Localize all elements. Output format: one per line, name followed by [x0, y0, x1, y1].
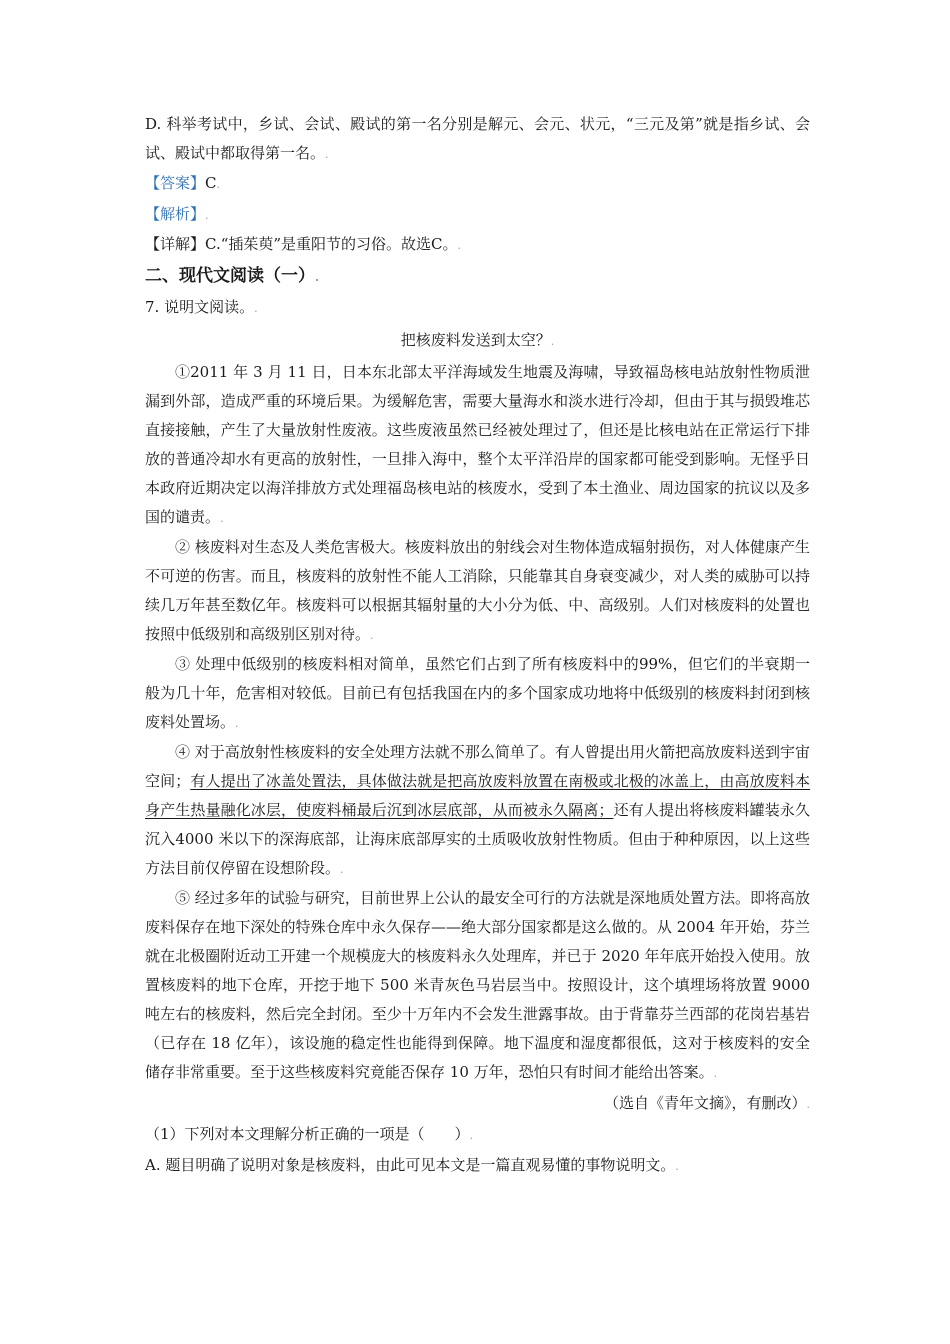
article-source-text: （选自《青年文摘》，有删改）: [603, 1094, 807, 1112]
question-intro-text: 7. 说明文阅读。: [145, 297, 255, 316]
sub-question-stem-text: （1）下列对本文理解分析正确的一项是（ ）: [145, 1125, 470, 1143]
paragraph-mark: .: [675, 1159, 679, 1173]
sub-question-option-a: [145, 1151, 810, 1182]
paragraph-2-text: ② 核废料对生态及人类危害极大。核废料放出的射线会对生物体造成辐射损伤，对人体健康产生不可逆的伤害。而且，核废料的放射性不能人工消除，只能靠其自身衰变减少，对人类的威胁可以持续几万年甚至数亿年。核废料可以根据其辐射量的大小分为低、中、高级别。人们对核废料的处置也按照中低级别和高级别区别对待。: [145, 538, 810, 643]
paragraph-mark: .: [220, 512, 224, 525]
sub-question-stem: [145, 1120, 810, 1151]
paragraph-mark: .: [457, 239, 462, 252]
paragraph-3-text: ③ 处理中低级别的核废料相对简单，虽然它们占到了所有核废料中的99%，但它们的半衰期一般为几十年，危害相对较低。目前已有包括我国在内的多个国家成功地将中低级别的核废料封闭到核废料处置场。: [145, 655, 810, 731]
article-paragraph-5: [145, 884, 810, 1088]
article-title-text: 把核废料发送到太空？: [400, 331, 551, 349]
detail-text: 【详解】C.“插茱萸”是重阳节的习俗。故选C。: [145, 235, 458, 253]
paragraph-mark: .: [713, 1067, 718, 1080]
analysis-label: 【解析】: [145, 204, 206, 223]
paragraph-mark: .: [550, 335, 555, 348]
article-paragraph-4: [145, 738, 810, 884]
paragraph-mark: .: [340, 863, 344, 876]
paragraph-mark: .: [469, 1129, 474, 1142]
option-a-text: A. 题目明确了说明对象是核废料，由此可见本文是一篇直观易懂的事物说明文。: [145, 1155, 676, 1174]
question-intro: [145, 293, 810, 324]
document-page: [145, 110, 810, 1181]
paragraph-mark: .: [325, 148, 329, 161]
paragraph-4-underlined-sentence: 有人提出了冰盖处置法，具体做法就是把高放废料放置在南极或北极的冰盖上，由高放废料本身产生热量融化冰层，使废料桶最后沉到冰层底部，从而被永久隔离；: [145, 772, 810, 819]
section-title-text: 二、现代文阅读（一）: [145, 265, 315, 286]
analysis-line: [145, 200, 810, 231]
option-d-text: D. 科举考试中，乡试、会试、殿试的第一名分别是解元、会元、状元，“三元及第”就是指乡试、会试、殿试中都取得第一名。: [145, 115, 810, 162]
paragraph-mark: .: [216, 178, 220, 191]
article-title: [145, 325, 810, 357]
paragraph-mark: .: [205, 208, 209, 222]
paragraph-4-text-after: 还有人提出将核废料罐装永久沉入4000 米以下的深海底部，让海床底部厚实的土质吸收放射性物质。但由于种种原因，以上这些方法目前仅停留在设想阶段。: [145, 801, 810, 877]
paragraph-mark: .: [806, 1098, 810, 1111]
paragraph-1-text: ①2011 年 3 月 11 日，日本东北部太平洋海域发生地震及海啸，导致福岛核电站放射性物质泄漏到外部，造成严重的环境后果。为缓解危害，需要大量海水和淡水进行冷却，但由于其与损毁堆芯直接接触，产生了大量放射性废液。这些废液虽然已经被处理过了，但还是比核电站在正常运行下排放的普通冷却水有更高的放射性，一旦排入海中，整个太平洋沿岸的国家都可能受到影响。无怪乎日本政府近期决定以海洋排放方式处理福岛核电站的核废水，受到了本土渔业、周边国家的抗议以及多国的谴责。: [145, 363, 810, 526]
paragraph-mark: .: [315, 270, 320, 284]
section-title: [145, 261, 810, 293]
article-paragraph-3: [145, 650, 810, 738]
paragraph-mark: .: [370, 629, 374, 642]
answer-value: C: [205, 174, 217, 192]
option-d: [145, 110, 810, 169]
paragraph-mark: .: [235, 717, 239, 730]
article-source: [145, 1088, 810, 1120]
article-paragraph-2: [145, 533, 810, 650]
article-paragraph-1: [145, 358, 810, 533]
detail-line: [145, 230, 810, 261]
paragraph-mark: .: [254, 301, 258, 315]
paragraph-5-text: ⑤ 经过多年的试验与研究，目前世界上公认的最安全可行的方法就是深地质处置方法。即将高放废料保存在地下深处的特殊仓库中永久保存——绝大部分国家都是这么做的。从 2004 年开始，芬兰就在北极圈附近动工开建一个规模庞大的核废料永久处理库，并已于 2020 年年底开始投入使用。放置核废料的地下仓库，开挖于地下 500 米青灰色马岩层当中。按照设计，这个填埋场将放置 9000 吨左右的核废料，然后完全封闭。至少十万年内不会发生泄露事故。由于背靠芬兰西部的花岗岩基岩（已存在 18 亿年），该设施的稳定性也能得到保障。地下温度和湿度都很低，这对于核废料的安全储存非常重要。至于这些核废料究竟能否保存 10 万年，恐怕只有时间才能给出答案。: [145, 889, 810, 1081]
paragraph-4-text-before: ④ 对于高放射性核废料的安全处理方法就不那么简单了。有人曾提出用火箭把高放废料送到宇宙空间；: [145, 743, 810, 790]
answer-label: 【答案】: [145, 174, 206, 192]
answer-line: [145, 169, 810, 200]
